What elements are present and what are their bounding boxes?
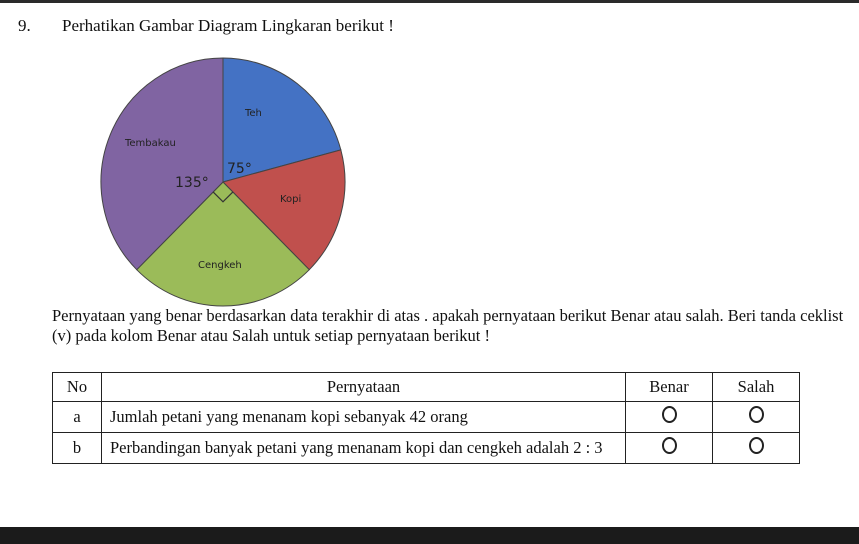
radio-circle-icon[interactable]	[662, 406, 677, 423]
slice-label-teh: Teh	[245, 108, 262, 119]
angle-label-teh: 75°	[227, 161, 252, 177]
table-row	[53, 433, 800, 464]
question-number: 9.	[18, 16, 31, 35]
slice-label-tembakau: Tembakau	[125, 138, 176, 149]
top-rule	[0, 0, 859, 3]
row-statement: Perbandingan banyak petani yang menanam kopi dan cengkeh adalah 2 : 3	[102, 433, 626, 464]
table-row	[53, 402, 800, 433]
question-title: Perhatikan Gambar Diagram Lingkaran berikut !	[62, 16, 394, 35]
row-no: a	[53, 402, 102, 433]
slice-label-kopi: Kopi	[280, 194, 302, 205]
row-no: b	[53, 433, 102, 464]
header-benar: Benar	[626, 373, 713, 402]
header-statement: Pernyataan	[102, 373, 626, 402]
row-statement: Jumlah petani yang menanam kopi sebanyak 42 orang	[102, 402, 626, 433]
radio-circle-icon[interactable]	[749, 406, 764, 423]
salah-option-b[interactable]	[713, 433, 800, 464]
table-header-row	[53, 373, 800, 402]
benar-option-b[interactable]	[626, 433, 713, 464]
angle-label-tembakau: 135°	[175, 175, 209, 191]
benar-option-a[interactable]	[626, 402, 713, 433]
answer-table	[52, 372, 800, 464]
pie-chart	[95, 55, 355, 310]
radio-circle-icon[interactable]	[662, 437, 677, 454]
radio-circle-icon[interactable]	[749, 437, 764, 454]
bottom-bar	[0, 527, 859, 544]
salah-option-a[interactable]	[713, 402, 800, 433]
instruction-text: Pernyataan yang benar berdasarkan data terakhir di atas . apakah pernyataan berikut Benar atau salah. Beri tanda ceklist (v) pada kolom Benar atau Salah untuk setiap pernyataan berikut !	[52, 306, 844, 345]
slice-label-cengkeh: Cengkeh	[198, 260, 242, 271]
header-salah: Salah	[713, 373, 800, 402]
header-no: No	[53, 373, 102, 402]
